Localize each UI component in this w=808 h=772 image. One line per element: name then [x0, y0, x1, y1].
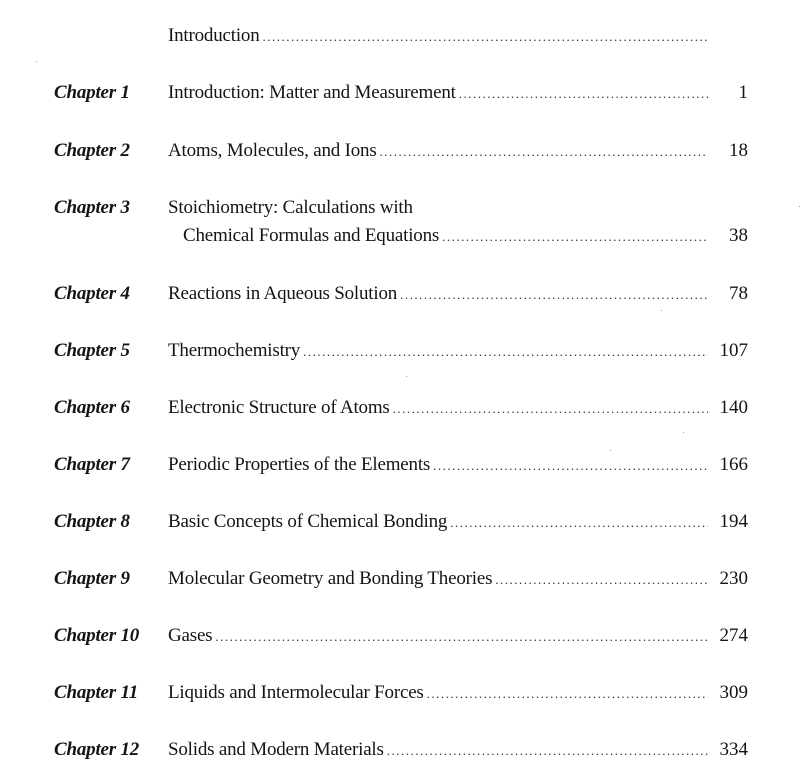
page-number: 1 [738, 82, 748, 103]
entry-title: Periodic Properties of the Elements [168, 454, 431, 475]
scan-speck [799, 206, 800, 207]
dot-leader [393, 398, 708, 420]
dot-leader [303, 341, 708, 363]
page-number: 78 [729, 283, 748, 304]
chapter-label: Chapter 5 [54, 340, 130, 361]
toc-line [168, 140, 748, 163]
chapter-label: Chapter 10 [54, 625, 140, 646]
dot-leader [387, 740, 708, 762]
toc-line [168, 568, 748, 591]
entry-title: Liquids and Intermolecular Forces [168, 682, 424, 703]
page-number: 18 [729, 140, 748, 161]
toc-line [168, 25, 708, 48]
toc-line [168, 625, 748, 648]
chapter-label: Chapter 6 [54, 397, 130, 418]
page-number: 274 [719, 625, 748, 646]
page-number: 230 [719, 568, 748, 589]
page-number: 140 [719, 397, 748, 418]
chapter-label: Chapter 12 [54, 739, 140, 760]
entry-title: Introduction [168, 25, 260, 46]
page-number: 107 [719, 340, 748, 361]
toc-line [183, 225, 748, 248]
entry-title: Basic Concepts of Chemical Bonding [168, 511, 448, 532]
toc-line [168, 197, 748, 219]
entry-title: Electronic Structure of Atoms [168, 397, 390, 418]
entry-title: Thermochemistry [168, 340, 301, 361]
toc-line [168, 82, 748, 105]
entry-title: Solids and Modern Materials [168, 739, 384, 760]
chapter-label: Chapter 2 [54, 140, 130, 161]
page-number: 166 [719, 454, 748, 475]
toc-line [168, 397, 748, 420]
entry-title-line-1: Stoichiometry: Calculations with [168, 197, 413, 218]
chapter-label: Chapter 1 [54, 82, 130, 103]
page-number: 194 [719, 511, 748, 532]
toc-line [168, 511, 748, 534]
toc-line [168, 340, 748, 363]
scan-speck [406, 376, 407, 377]
dot-leader [263, 26, 708, 48]
dot-leader [459, 83, 708, 105]
chapter-label: Chapter 9 [54, 568, 130, 589]
dot-leader [442, 226, 708, 248]
chapter-label: Chapter 8 [54, 511, 130, 532]
toc-line [168, 739, 748, 762]
entry-title: Gases [168, 625, 213, 646]
page-number: 334 [719, 739, 748, 760]
dot-leader [427, 683, 708, 705]
scan-speck [683, 432, 684, 433]
dot-leader [380, 141, 708, 163]
chapter-label: Chapter 7 [54, 454, 130, 475]
scan-speck [36, 61, 37, 62]
dot-leader [495, 569, 708, 591]
page-number: 38 [729, 225, 748, 246]
dot-leader [400, 284, 708, 306]
scan-speck [610, 450, 611, 451]
scan-speck [661, 310, 662, 311]
dot-leader [450, 512, 708, 534]
entry-title: Reactions in Aqueous Solution [168, 283, 398, 304]
toc-line [168, 682, 748, 705]
toc-line [168, 454, 748, 477]
chapter-label: Chapter 4 [54, 283, 130, 304]
dot-leader [215, 626, 708, 648]
chapter-label: Chapter 3 [54, 197, 130, 218]
page-number: 309 [719, 682, 748, 703]
entry-title-line-2: Chemical Formulas and Equations [183, 225, 440, 246]
entry-title: Introduction: Matter and Measurement [168, 82, 456, 103]
entry-title: Molecular Geometry and Bonding Theories [168, 568, 493, 589]
toc-line [168, 283, 748, 306]
entry-title: Atoms, Molecules, and Ions [168, 140, 377, 161]
chapter-label: Chapter 11 [54, 682, 139, 703]
dot-leader [433, 455, 708, 477]
